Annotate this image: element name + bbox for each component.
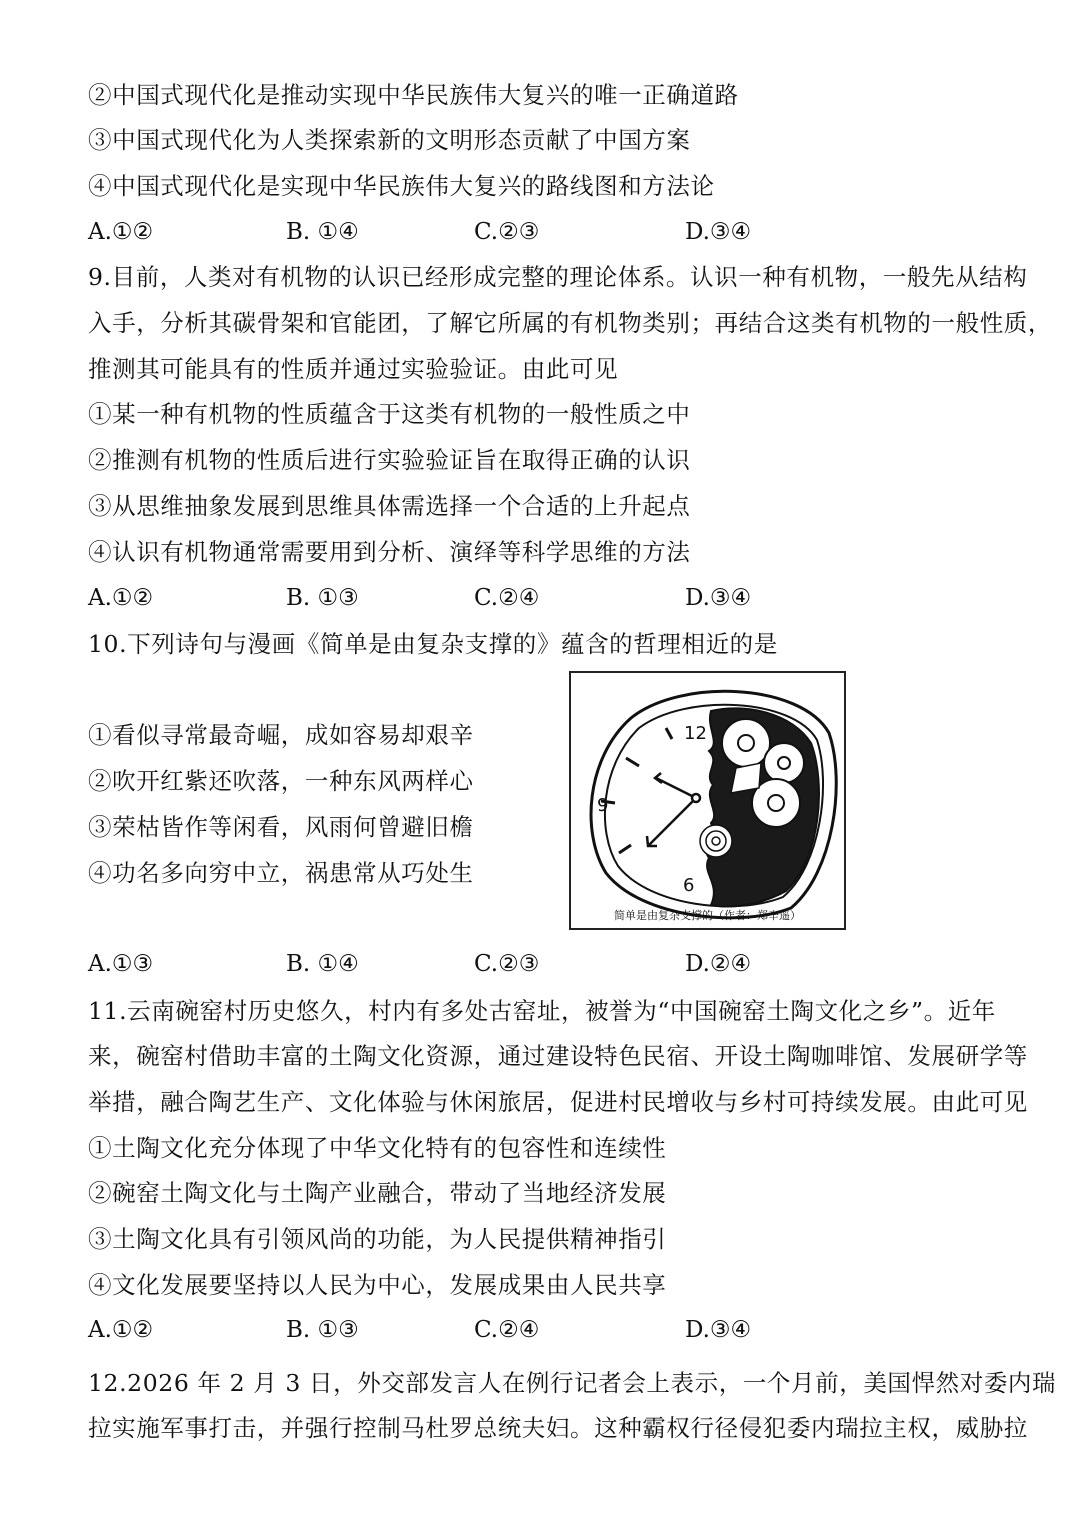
q11-option-b: B. ①③ [286,1317,359,1343]
q11-option-d: D.③④ [685,1317,752,1343]
q10-statement-1: ①看似寻常最奇崛，成如容易却艰辛 [88,721,474,749]
q10-stem: 10.下列诗句与漫画《简单是由复杂支撑的》蕴含的哲理相近的是 [88,630,778,658]
cartoon-caption: 简单是由复杂支撑的（作者：郑辛遥） [614,909,801,922]
spiral-spring [700,825,732,857]
q11-statement-1: ①土陶文化充分体现了中华文化特有的包容性和连续性 [88,1134,667,1162]
q11-option-c: C.②④ [474,1317,540,1343]
q9-options [88,583,988,613]
q10-statement-3: ③荣枯皆作等闲看，风雨何曾避旧檐 [88,813,474,841]
q11-stem-line-1: 11.云南碗窑村历史悠久，村内有多处古窑址，被誉为“中国碗窑土陶文化之乡”。近年 [88,997,996,1025]
q8-statement-3: ③中国式现代化为人类探索新的文明形态贡献了中国方案 [88,126,691,154]
clock-number-9: 9 [597,795,609,816]
cartoon-figure [569,671,846,930]
q10-statement-2: ②吹开红紫还吹落，一种东风两样心 [88,767,474,795]
q9-option-b: B. ①③ [286,585,359,611]
q12-stem-line-2: 拉实施军事打击，并强行控制马杜罗总统夫妇。这种霸权行径侵犯委内瑞拉主权，威胁拉 [88,1414,1028,1442]
q11-statement-4: ④文化发展要坚持以人民为中心，发展成果由人民共享 [88,1271,667,1299]
clock-number-6: 6 [683,875,695,896]
q12-stem-line-1: 12.2026 年 2 月 3 日，外交部发言人在例行记者会上表示，一个月前，美国悍然对委内瑞 [88,1369,1057,1397]
q9-statement-1: ①某一种有机物的性质蕴含于这类有机物的一般性质之中 [88,400,691,428]
clock-number-12: 12 [684,723,707,744]
q11-option-a: A.①② [88,1317,154,1343]
q9-stem-line-3: 推测其可能具有的性质并通过实验验证。由此可见 [88,355,619,383]
mechanism-plate [731,763,761,793]
q9-statement-3: ③从思维抽象发展到思维具体需选择一个合适的上升起点 [88,492,691,520]
q10-option-b: B. ①④ [286,951,359,977]
q10-option-a: A.①③ [88,951,154,977]
clock-gears-illustration [571,673,844,928]
q11-statement-3: ③土陶文化具有引领风尚的功能，为人民提供精神指引 [88,1225,667,1253]
q11-statement-2: ②碗窑土陶文化与土陶产业融合，带动了当地经济发展 [88,1179,667,1207]
q9-statement-2: ②推测有机物的性质后进行实验验证旨在取得正确的认识 [88,446,691,474]
q11-stem-line-3: 举措，融合陶艺生产、文化体验与休闲旅居，促进村民增收与乡村可持续发展。由此可见 [88,1088,1028,1116]
q9-stem-line-2: 入手，分析其碳骨架和官能团，了解它所属的有机物类别；再结合这类有机物的一般性质， [88,309,1052,337]
q11-stem-line-2: 来，碗窑村借助丰富的土陶文化资源，通过建设特色民宿、开设土陶咖啡馆、发展研学等 [88,1042,1028,1070]
gear-top [722,719,770,767]
q9-option-a: A.①② [88,585,154,611]
q9-statement-4: ④认识有机物通常需要用到分析、演绎等科学思维的方法 [88,538,691,566]
q10-statement-4: ④功名多向穷中立，祸患常从巧处生 [88,859,474,887]
q8-statement-4: ④中国式现代化是实现中华民族伟大复兴的路线图和方法论 [88,172,715,200]
q8-option-b: B. ①④ [286,219,359,245]
q9-option-c: C.②④ [474,585,540,611]
q10-options [88,949,988,979]
q10-option-c: C.②③ [474,951,540,977]
q8-options [88,217,988,247]
q9-stem-line-1: 9.目前，人类对有机物的认识已经形成完整的理论体系。认识一种有机物，一般先从结构 [88,263,1028,291]
q8-option-d: D.③④ [685,219,752,245]
q8-statement-2: ②中国式现代化是推动实现中华民族伟大复兴的唯一正确道路 [88,81,739,109]
q11-options [88,1315,988,1345]
q9-option-d: D.③④ [685,585,752,611]
q8-option-c: C.②③ [474,219,540,245]
gear-middle [764,743,804,783]
q8-option-a: A.①② [88,219,154,245]
q10-option-d: D.②④ [685,951,752,977]
